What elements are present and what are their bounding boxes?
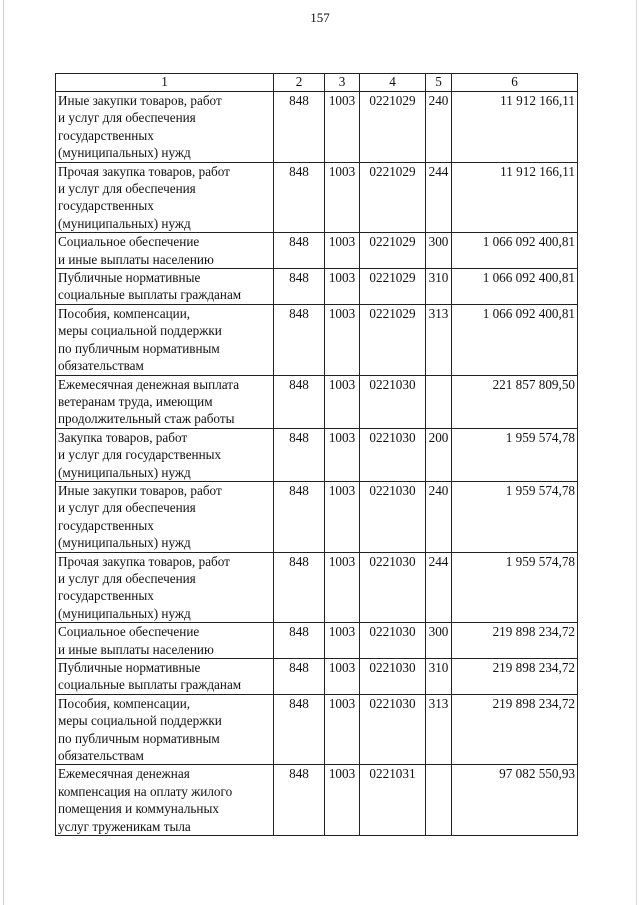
item-name: Ежемесячная денежная выплата ветеранам труда, имеющим продолжительный стаж работы [56,375,274,428]
table-row [56,233,578,269]
target-article-code: 0221029 [360,162,426,233]
item-name: Прочая закупка товаров, работ и услуг для обеспечения государственных (муниципальных) нужд [56,162,274,233]
page-edge-left [3,0,4,905]
column-header: 1 [56,74,274,92]
amount: 97 082 550,93 [452,765,578,836]
target-article-code: 0221030 [360,552,426,623]
item-name: Ежемесячная денежная компенсация на оплату жилого помещения и коммунальных услуг труженикам тыла [56,765,274,836]
section-code: 1003 [325,304,360,375]
section-code: 1003 [325,233,360,269]
table-row [56,375,578,428]
target-article-code: 0221029 [360,269,426,305]
target-article-code: 0221030 [360,428,426,481]
ministry-code: 848 [274,765,325,836]
expense-type-code: 240 [426,481,452,552]
section-code: 1003 [325,92,360,163]
amount: 11 912 166,11 [452,162,578,233]
expense-type-code: 300 [426,623,452,659]
amount: 1 066 092 400,81 [452,269,578,305]
section-code: 1003 [325,375,360,428]
amount: 1 066 092 400,81 [452,233,578,269]
table-row [56,659,578,695]
item-name: Социальное обеспечение и иные выплаты населению [56,233,274,269]
item-name: Пособия, компенсации, меры социальной поддержки по публичным нормативным обязательствам [56,694,274,765]
section-code: 1003 [325,765,360,836]
table-row [56,481,578,552]
expense-type-code: 244 [426,552,452,623]
table-row [56,428,578,481]
target-article-code: 0221029 [360,304,426,375]
ministry-code: 848 [274,481,325,552]
item-name: Публичные нормативные социальные выплаты гражданам [56,659,274,695]
section-code: 1003 [325,269,360,305]
item-name: Иные закупки товаров, работ и услуг для обеспечения государственных (муниципальных) нужд [56,92,274,163]
ministry-code: 848 [274,552,325,623]
table-row [56,552,578,623]
item-name: Закупка товаров, работ и услуг для государственных (муниципальных) нужд [56,428,274,481]
ministry-code: 848 [274,659,325,695]
table-row [56,623,578,659]
expense-type-code [426,375,452,428]
target-article-code: 0221030 [360,623,426,659]
page-number: 157 [310,10,330,25]
expense-type-code: 313 [426,694,452,765]
section-code: 1003 [325,659,360,695]
expense-type-code: 310 [426,269,452,305]
item-name: Пособия, компенсации, меры социальной поддержки по публичным нормативным обязательствам [56,304,274,375]
expense-type-code: 300 [426,233,452,269]
section-code: 1003 [325,623,360,659]
column-header: 2 [274,74,325,92]
expense-type-code [426,765,452,836]
target-article-code: 0221029 [360,92,426,163]
amount: 1 959 574,78 [452,552,578,623]
section-code: 1003 [325,428,360,481]
ministry-code: 848 [274,162,325,233]
ministry-code: 848 [274,375,325,428]
section-code: 1003 [325,552,360,623]
table-row [56,304,578,375]
section-code: 1003 [325,694,360,765]
target-article-code: 0221030 [360,481,426,552]
expense-type-code: 200 [426,428,452,481]
table-header-row [56,74,578,92]
table-row [56,694,578,765]
target-article-code: 0221029 [360,233,426,269]
table-row [56,162,578,233]
column-header: 3 [325,74,360,92]
amount: 1 066 092 400,81 [452,304,578,375]
item-name: Прочая закупка товаров, работ и услуг для обеспечения государственных (муниципальных) нужд [56,552,274,623]
expense-type-code: 313 [426,304,452,375]
budget-table [55,73,578,836]
section-code: 1003 [325,162,360,233]
item-name: Публичные нормативные социальные выплаты гражданам [56,269,274,305]
column-header: 6 [452,74,578,92]
amount: 221 857 809,50 [452,375,578,428]
ministry-code: 848 [274,92,325,163]
amount: 1 959 574,78 [452,428,578,481]
target-article-code: 0221030 [360,375,426,428]
amount: 11 912 166,11 [452,92,578,163]
expense-type-code: 244 [426,162,452,233]
column-header: 4 [360,74,426,92]
item-name: Иные закупки товаров, работ и услуг для обеспечения государственных (муниципальных) нужд [56,481,274,552]
amount: 219 898 234,72 [452,694,578,765]
table-row [56,765,578,836]
column-header: 5 [426,74,452,92]
table-row [56,269,578,305]
table-row [56,92,578,163]
item-name: Социальное обеспечение и иные выплаты населению [56,623,274,659]
ministry-code: 848 [274,269,325,305]
ministry-code: 848 [274,304,325,375]
ministry-code: 848 [274,623,325,659]
ministry-code: 848 [274,694,325,765]
expense-type-code: 240 [426,92,452,163]
target-article-code: 0221030 [360,694,426,765]
amount: 219 898 234,72 [452,659,578,695]
target-article-code: 0221031 [360,765,426,836]
section-code: 1003 [325,481,360,552]
amount: 219 898 234,72 [452,623,578,659]
ministry-code: 848 [274,428,325,481]
amount: 1 959 574,78 [452,481,578,552]
page-edge-right [636,0,637,905]
ministry-code: 848 [274,233,325,269]
target-article-code: 0221030 [360,659,426,695]
expense-type-code: 310 [426,659,452,695]
